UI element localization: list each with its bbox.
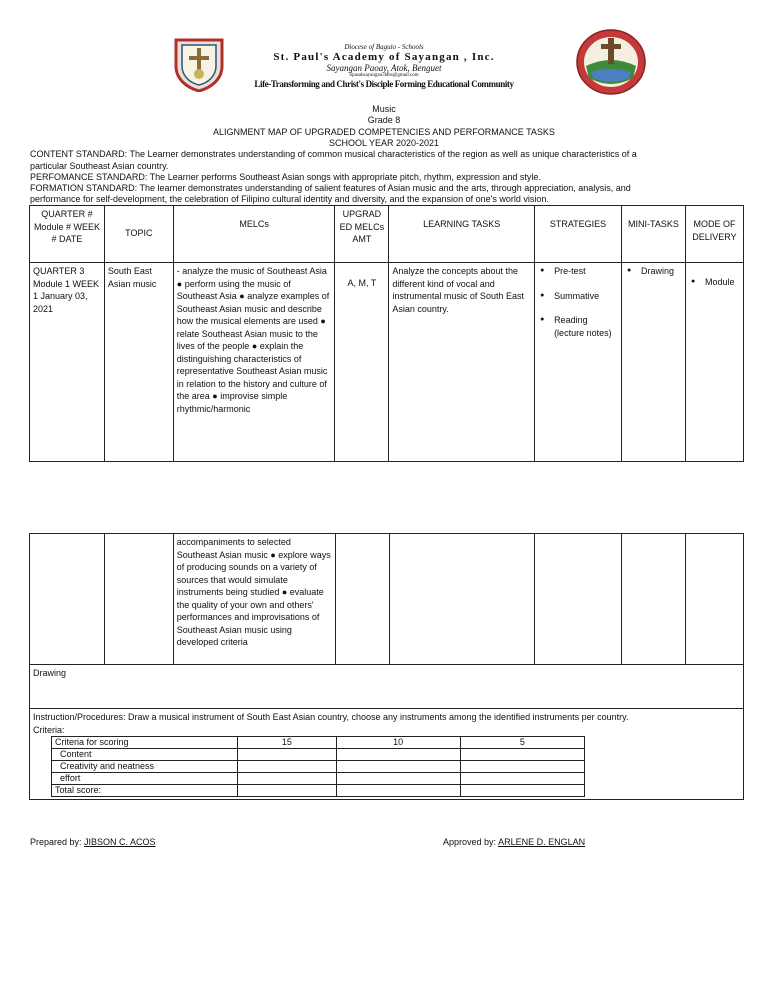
cell-empty — [104, 534, 173, 665]
criteria-row — [52, 773, 585, 785]
criteria-cell — [238, 749, 336, 761]
criteria-item: Content — [52, 749, 238, 761]
approved-by — [443, 837, 585, 847]
criteria-cell — [336, 773, 460, 785]
cell-empty — [30, 534, 105, 665]
alignment-table-continued — [29, 533, 744, 800]
criteria-cell — [460, 785, 584, 797]
prepared-label: Prepared by: — [30, 837, 82, 847]
prepared-name: JIBSON C. ACOS — [84, 837, 156, 847]
mini-task-item: ● Drawing — [625, 265, 682, 278]
strategy-item: ● Reading (lecture notes) — [538, 314, 618, 339]
header-topic: TOPIC — [104, 206, 173, 263]
approved-label: Approved by: — [443, 837, 497, 847]
instruction-text: Instruction/Procedures: Draw a musical instrument of South East Asian country, choose any instruments among the identified instruments per country. — [33, 712, 629, 722]
criteria-score-10: 10 — [336, 737, 460, 749]
cell-melcs-continued: accompaniments to selected Southeast Asian music ● explore ways of producing sounds on a variety of sources that would simulate instruments being studied ● evaluate the quality of your own and others' performances and improvisations of Southeast Asian music using developed criteria — [173, 534, 335, 665]
approved-name: ARLENE D. ENGLAN — [498, 837, 586, 847]
school-year: SCHOOL YEAR 2020-2021 — [328, 138, 440, 148]
header-quarter: QUARTER # Module # WEEK # DATE — [30, 206, 105, 263]
header-melcs: MELCs — [173, 206, 335, 263]
content-standard-line2: particular Southeast Asian country. — [30, 161, 169, 171]
criteria-cell — [336, 749, 460, 761]
cell-melcs: - analyze the music of Southeast Asia ● perform using the music of Southeast Asia ● analyze examples of Southeast Asian music and describe how the musical elements are used ● relate Southeast Asian music to the lives of the people ● explain the distinguishing characteristics of representative Southeast Asian music in relation to the history and culture of the area ● improvise simple rhythmic/harmonic — [173, 263, 335, 462]
criteria-header-row — [52, 737, 585, 749]
content-standard-line1: CONTENT STANDARD: The Learner demonstrates understanding of common musical characteristics of the region as well as unique characteristics of a — [30, 149, 637, 159]
cell-upgraded: A, M, T — [335, 263, 389, 462]
criteria-table — [51, 736, 585, 797]
strategy-item: ● Summative — [538, 290, 618, 303]
mode-item: ● Module — [689, 276, 740, 289]
cell-empty — [622, 534, 686, 665]
school-address: Sayangan Paoay, Atok, Benguet — [326, 63, 442, 73]
criteria-cell — [238, 785, 336, 797]
criteria-item: Creativity and neatness — [52, 761, 238, 773]
cell-quarter: QUARTER 3 Module 1 WEEK 1 January 03, 2021 — [30, 263, 105, 462]
criteria-label: Criteria: — [33, 724, 65, 735]
cell-empty — [335, 534, 389, 665]
header-learning-tasks: LEARNING TASKS — [389, 206, 535, 263]
header-strategies: STRATEGIES — [535, 206, 622, 263]
instruction-row — [30, 709, 744, 800]
school-name: St. Paul's Academy of Sayangan , Inc. — [273, 51, 495, 63]
cell-mode — [685, 263, 743, 462]
table-row — [30, 534, 744, 665]
criteria-score-5: 5 — [460, 737, 584, 749]
criteria-item: effort — [52, 773, 238, 785]
school-email: Spasahsayangan.ddbs@gmail.com — [349, 73, 419, 78]
header-mode-of-delivery: MODE OF DELIVERY — [685, 206, 743, 263]
table-header-row — [30, 206, 744, 263]
subject-title: Music — [372, 104, 396, 114]
criteria-cell — [336, 785, 460, 797]
cell-learning-tasks: Analyze the concepts about the different kind of vocal and instrumental music of South East Asian country. — [389, 263, 535, 462]
criteria-row — [52, 749, 585, 761]
strategy-item: ● Pre-test — [538, 265, 618, 278]
criteria-cell — [460, 749, 584, 761]
diocese-line: Diocese of Baguio - Schools — [344, 43, 424, 51]
performance-standard: PERFOMANCE STANDARD: The Learner performs Southeast Asian songs with appropriate pitch, rhythm, expression and style. — [30, 172, 541, 182]
criteria-cell — [238, 773, 336, 785]
table-row — [30, 263, 744, 462]
formation-standard-line2: performance for self-development, the celebration of Filipino cultural identity and diversity, and the expansion of one's world vision. — [30, 194, 549, 204]
criteria-row — [52, 785, 585, 797]
criteria-cell — [238, 761, 336, 773]
instruction-cell — [30, 709, 744, 800]
cell-empty — [535, 534, 622, 665]
school-motto: Life-Transforming and Christ's Disciple Forming Educational Community — [254, 79, 514, 89]
criteria-header: Criteria for scoring — [52, 737, 238, 749]
criteria-score-15: 15 — [238, 737, 336, 749]
cell-topic: South East Asian music — [104, 263, 173, 462]
cell-mini-tasks — [621, 263, 685, 462]
prepared-by — [30, 837, 156, 847]
formation-standard-line1: FORMATION STANDARD: The learner demonstrates understanding of salient features of Asian music and the arts, through appreciation, analysis, and — [30, 183, 631, 193]
criteria-cell — [460, 773, 584, 785]
criteria-cell — [460, 761, 584, 773]
cell-empty — [389, 534, 535, 665]
criteria-cell — [336, 761, 460, 773]
grade-title: Grade 8 — [367, 115, 401, 125]
cell-empty — [686, 534, 744, 665]
cell-strategies — [535, 263, 622, 462]
drawing-label: Drawing — [30, 665, 744, 709]
criteria-total: Total score: — [52, 785, 238, 797]
alignment-table — [29, 205, 744, 462]
header-mini-tasks: MINI-TASKS — [621, 206, 685, 263]
criteria-row — [52, 761, 585, 773]
document-heading: ALIGNMENT MAP OF UPGRADED COMPETENCIES AND PERFORMANCE TASKS — [213, 127, 555, 137]
header-upgraded-melcs: UPGRAD ED MELCs AMT — [335, 206, 389, 263]
drawing-row — [30, 665, 744, 709]
